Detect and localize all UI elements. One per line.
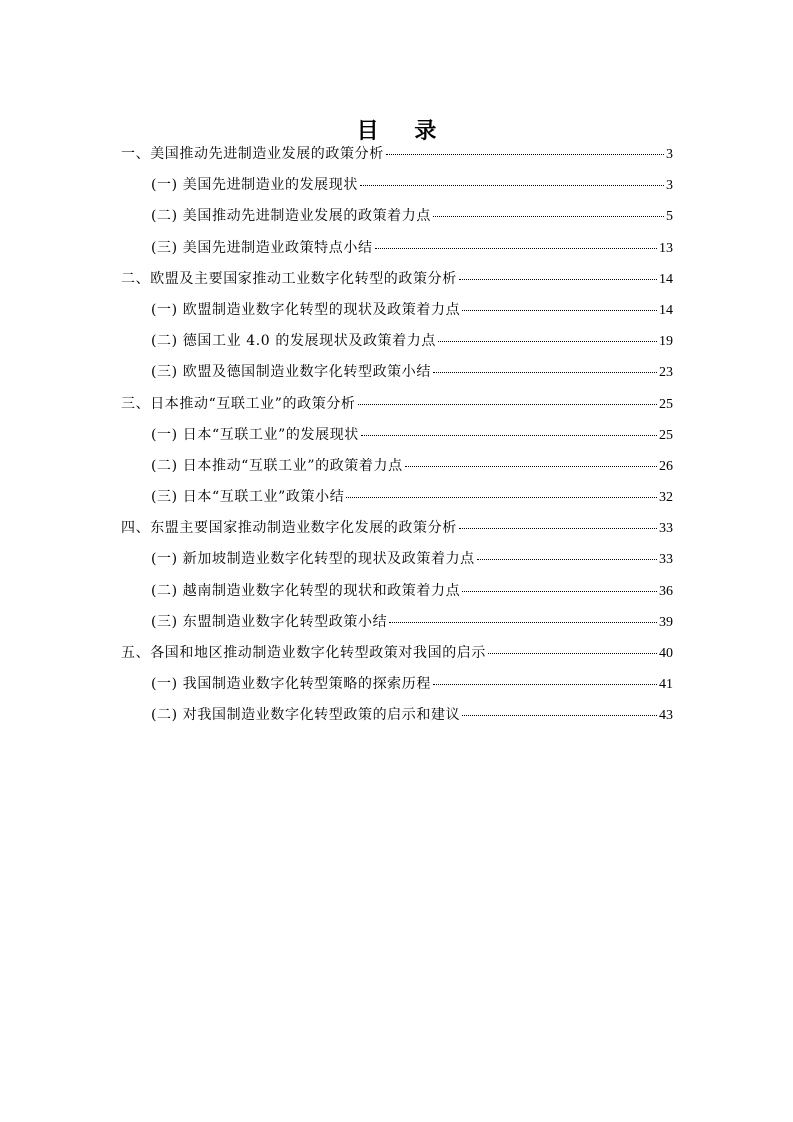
- toc-entry-label: (一) 我国制造业数字化转型策略的探索历程: [151, 676, 431, 693]
- toc-subsection-entry[interactable]: [121, 204, 673, 235]
- toc-entry-label: (三) 日本“互联工业”政策小结: [151, 489, 345, 506]
- toc-page-number: 14: [659, 302, 673, 318]
- toc-dot-leader: [488, 653, 657, 654]
- toc-page-number: 25: [659, 396, 673, 412]
- toc-dot-leader: [386, 154, 664, 155]
- toc-entry-label: 二、欧盟及主要国家推动工业数字化转型的政策分析: [121, 270, 457, 287]
- toc-entry-label: (一) 美国先进制造业的发展现状: [151, 177, 358, 194]
- toc-page-number: 5: [666, 209, 673, 225]
- toc-page-number: 43: [659, 708, 673, 724]
- toc-subsection-entry[interactable]: [121, 423, 673, 454]
- toc-entry-label: 四、东盟主要国家推动制造业数字化发展的政策分析: [121, 520, 457, 537]
- toc-dot-leader: [358, 404, 657, 405]
- toc-section-entry[interactable]: [121, 392, 673, 423]
- page-title: 目 录: [356, 118, 451, 144]
- toc-entry-label: 三、日本推动“互联工业”的政策分析: [121, 395, 356, 412]
- toc-page-number: 41: [659, 677, 673, 693]
- toc-entry-label: (一) 欧盟制造业数字化转型的现状及政策着力点: [151, 301, 461, 318]
- toc-dot-leader: [361, 435, 657, 436]
- toc-subsection-entry[interactable]: [121, 579, 673, 610]
- toc-page-number: 32: [659, 490, 673, 506]
- toc-subsection-entry[interactable]: [121, 454, 673, 485]
- toc-page-number: 13: [659, 240, 673, 256]
- toc-page-number: 33: [659, 521, 673, 537]
- toc-dot-leader: [459, 528, 657, 529]
- toc-section-entry[interactable]: [121, 142, 673, 173]
- toc-section-entry[interactable]: [121, 641, 673, 672]
- toc-dot-leader: [405, 466, 657, 467]
- toc-dot-leader: [433, 372, 657, 373]
- toc-dot-leader: [462, 715, 657, 716]
- toc-subsection-entry[interactable]: [121, 236, 673, 267]
- toc-page-number: 39: [659, 614, 673, 630]
- toc-dot-leader: [433, 684, 657, 685]
- toc-subsection-entry[interactable]: [121, 672, 673, 703]
- toc-dot-leader: [375, 248, 657, 249]
- toc-dot-leader: [462, 591, 657, 592]
- toc-dot-leader: [433, 216, 664, 217]
- toc-page-number: 26: [659, 458, 673, 474]
- toc-page-number: 33: [659, 552, 673, 568]
- toc-page-number: 3: [666, 147, 673, 162]
- toc-subsection-entry[interactable]: [121, 360, 673, 391]
- toc-dot-leader: [462, 310, 657, 311]
- toc-subsection-entry[interactable]: [121, 547, 673, 578]
- toc-entry-label: (二) 越南制造业数字化转型的现状和政策着力点: [151, 582, 461, 599]
- toc-entry-label: (一) 日本“互联工业”的发展现状: [151, 426, 359, 443]
- toc-dot-leader: [438, 341, 657, 342]
- toc-page-number: 19: [659, 334, 673, 350]
- toc-page-number: 14: [659, 271, 673, 287]
- toc-entry-label: (二) 对我国制造业数字化转型政策的启示和建议: [151, 707, 461, 724]
- toc-subsection-entry[interactable]: [121, 703, 673, 734]
- toc-entry-label: (二) 德国工业 4.0 的发展现状及政策着力点: [151, 333, 436, 350]
- toc-entry-label: (一) 新加坡制造业数字化转型的现状及政策着力点: [151, 551, 475, 568]
- toc-entry-label: (二) 美国推动先进制造业发展的政策着力点: [151, 208, 431, 225]
- toc-section-entry[interactable]: [121, 267, 673, 298]
- toc-page-number: 25: [659, 427, 673, 443]
- toc-dot-leader: [459, 279, 657, 280]
- toc-subsection-entry[interactable]: [121, 329, 673, 360]
- toc-entry-label: (三) 欧盟及德国制造业数字化转型政策小结: [151, 364, 431, 381]
- toc-page-number: 40: [659, 646, 673, 661]
- toc-page-number: 36: [659, 583, 673, 599]
- toc-entry-label: (三) 东盟制造业数字化转型政策小结: [151, 613, 388, 630]
- toc-entry-label: 一、美国推动先进制造业发展的政策分析: [121, 146, 384, 162]
- toc-subsection-entry[interactable]: [121, 298, 673, 329]
- toc-dot-leader: [477, 559, 657, 560]
- toc-page-number: 23: [659, 365, 673, 381]
- toc-dot-leader: [346, 497, 657, 498]
- toc-subsection-entry[interactable]: [121, 485, 673, 516]
- toc-entry-label: (二) 日本推动“互联工业”的政策着力点: [151, 457, 403, 474]
- toc-dot-leader: [389, 622, 657, 623]
- toc-dot-leader: [360, 185, 664, 186]
- toc-subsection-entry[interactable]: [121, 173, 673, 204]
- toc-section-entry[interactable]: [121, 516, 673, 547]
- toc-entry-label: 五、各国和地区推动制造业数字化转型政策对我国的启示: [121, 645, 486, 661]
- toc-entry-label: (三) 美国先进制造业政策特点小结: [151, 239, 373, 256]
- toc-subsection-entry[interactable]: [121, 610, 673, 641]
- table-of-contents: [121, 142, 673, 735]
- toc-page-number: 3: [666, 178, 673, 194]
